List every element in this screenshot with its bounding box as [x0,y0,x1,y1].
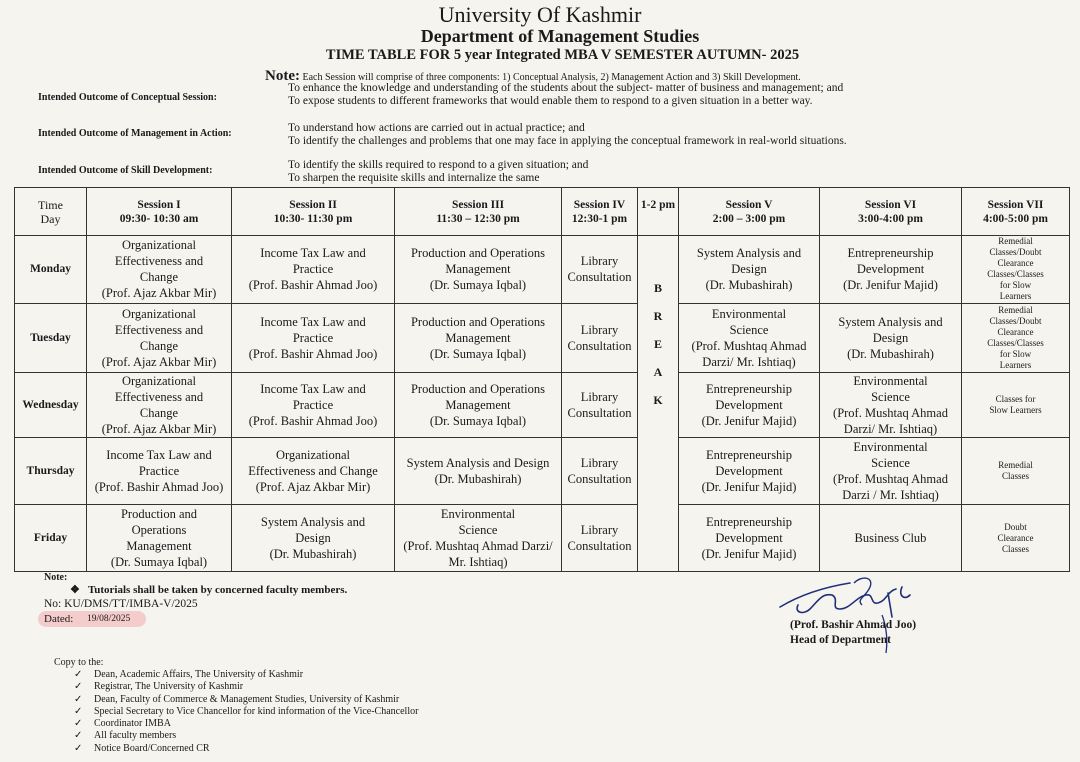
cell-line: Library [580,523,619,538]
cell-line: Design [731,262,767,277]
session-cell [232,372,395,438]
break-letter: E [653,337,662,351]
cell-line: Operations [131,523,187,538]
outcome-line: To understand how actions are carried out in actual practice; and [288,122,585,134]
cell-line: (Prof. Mushtaq Ahmad [833,472,948,487]
session-cell [679,303,820,372]
cell-line: Consultation [567,472,632,487]
cell-line: (Prof. Mushtaq Ahmad [691,338,807,353]
cell-line: Management [445,398,511,412]
session-6-header [820,188,962,236]
cell-line: Development [856,262,925,277]
list-item [74,694,418,706]
check-icon: ✓ [74,669,83,680]
session-3-header [395,188,562,236]
list-item [74,681,418,693]
cell-line: Classes/Doubt [989,247,1042,258]
session-cell [232,303,395,372]
cell-line: Practice [292,330,334,345]
cell-line: Management [445,330,511,345]
cell-line: Management [445,262,511,277]
session-cell [562,438,638,505]
cell-line: Learners [999,359,1032,370]
cell-line: Consultation [567,406,632,420]
cell-line: (Dr. Mubashirah) [847,346,934,361]
cell-line: (Prof. Mushtaq Ahmad [833,406,948,420]
copy-recipient: Dean, Faculty of Commerce & Management Studies, University of Kashmir [94,693,400,705]
list-item [74,743,418,755]
time-day-header [15,188,87,236]
session-cell [562,303,638,372]
session-cell [679,236,820,304]
cell-line: Practice [292,398,334,412]
cell-line: Science [871,390,910,404]
session-cell [962,303,1070,372]
session-cell [820,438,962,505]
cell-line: Organizational [275,448,351,463]
cell-line: (Prof. Ajaz Akbar Mir) [101,422,217,436]
table-row [15,505,1070,572]
outcome-line: To identify the skills required to respond to a given situation; and [288,159,589,171]
cell-line: (Prof. Mushtaq Ahmad Darzi/ [403,539,553,554]
cell-line: Remedial [998,460,1033,471]
cell-line: Environmental [440,507,516,522]
cell-line: System Analysis and Design [406,456,550,471]
check-icon: ✓ [74,742,83,754]
cell-line: Classes for [995,394,1036,404]
day-cell: Thursday [15,438,87,505]
outcome-skill-text [288,159,588,185]
session-name: Session III [451,198,505,211]
cell-line: (Dr. Mubashirah) [269,547,357,562]
cell-line: Library [580,456,619,471]
cell-line: Income Tax Law and [260,246,366,261]
outcome-line: To identify the challenges and problems that one may face in applying the conceptual framework in real-world situations. [288,135,847,147]
list-item [74,706,418,718]
outcome-management-label: Intended Outcome of Management in Action: [38,128,232,139]
dated-label: Dated: [44,613,74,625]
cell-line: Change [139,338,179,353]
cell-line: Environmental [853,374,928,388]
cell-line: Darzi / Mr. Ishtiaq) [842,488,939,503]
dated-value: 19/08/2025 [87,614,131,624]
session-cell [820,303,962,372]
cell-line: (Dr. Sumaya Iqbal) [429,414,527,428]
check-icon: ✓ [74,681,83,693]
session-cell [232,438,395,505]
session-cell [820,372,962,438]
cell-line: Production and Operations [410,314,545,329]
cell-line: Consultation [567,270,632,285]
cell-line: Development [715,464,783,479]
timetable-header-row [15,188,1070,236]
cell-line: Development [715,531,783,546]
session-time: 10:30- 11:30 pm [273,212,353,225]
list-item [74,730,418,742]
bullet-icon: ❖ [70,584,80,596]
table-row [15,303,1070,372]
break-letter: A [653,365,663,379]
session-5-header [679,188,820,236]
session-name: Session I [137,198,181,211]
cell-line: Classes/Doubt [989,315,1042,326]
cell-line: System Analysis and [838,314,943,329]
session-cell [232,236,395,304]
check-icon: ✓ [74,693,83,705]
cell-line: Organizational [121,306,197,321]
cell-line: Change [139,270,179,285]
reference-number: No: KU/DMS/TT/IMBA-V/2025 [44,598,198,610]
day-label: Day [40,211,61,226]
session-cell [962,438,1070,505]
cell-line: Effectiveness and [114,254,204,269]
session-4-header [562,188,638,236]
break-letter: R [653,309,663,323]
check-icon: ✓ [74,718,83,730]
cell-line: Clearance [997,326,1034,337]
copy-recipient: Coordinator IMBA [94,718,171,730]
cell-line: Entrepreneurship [705,515,793,530]
session-cell [232,505,395,572]
cell-line: Consultation [567,338,632,353]
session-cell [562,372,638,438]
session-cell [87,236,232,304]
cell-line: (Prof. Ajaz Akbar Mir) [101,354,217,369]
session-cell [562,236,638,304]
cell-line: Clearance [997,532,1034,543]
cell-line: (Prof. Bashir Ahmad Joo) [248,414,378,428]
cell-line: System Analysis and [696,246,802,261]
cell-line: Business Club [854,531,927,546]
cell-line: Income Tax Law and [106,448,212,463]
cell-line: (Dr. Jenifur Majid) [701,547,797,562]
session-cell [962,236,1070,304]
department-name: Department of Management Studies [420,26,700,46]
session-1-header [87,188,232,236]
cell-line: Science [729,322,769,337]
session-cell [395,438,562,505]
cell-line: Entrepreneurship [847,246,934,261]
break-cell [638,236,679,572]
cell-line: Production and Operations [410,246,545,261]
outcome-line: To expose students to different frameworks that would enable them to respond to a given situation in a better way. [288,95,813,107]
session-cell [962,505,1070,572]
cell-line: Classes [1002,543,1029,554]
tutorial-note [70,583,347,596]
cell-line: (Dr. Sumaya Iqbal) [429,346,527,361]
cell-line: for Slow [999,280,1032,291]
session-cell [87,372,232,438]
session-name: Session V [725,198,773,211]
cell-line: Production and Operations [410,382,545,396]
cell-line: Slow Learners [989,405,1042,415]
cell-line: Science [871,456,910,471]
cell-line: Darzi/ Mr. Ishtiaq) [843,422,938,436]
cell-line: Effectiveness and [114,390,204,404]
table-row [15,372,1070,438]
copy-recipient: Notice Board/Concerned CR [94,742,210,754]
cell-line: Consultation [567,539,632,554]
cell-line: (Prof. Ajaz Akbar Mir) [255,480,371,495]
cell-line: Clearance [997,258,1034,269]
table-row [15,438,1070,505]
session-name: 1-2 pm [640,199,676,211]
session-note-label: Note: [265,68,300,84]
outcome-conceptual-label: Intended Outcome of Conceptual Session: [38,92,217,103]
session-time: 3:00-4:00 pm [858,212,923,225]
cell-line: Library [580,390,619,404]
cell-line: (Dr. Mubashirah) [705,278,793,293]
session-cell [962,372,1070,438]
cell-line: (Prof. Ajaz Akbar Mir) [101,286,217,301]
cell-line: Learners [999,291,1032,302]
cell-line: Environmental [853,440,928,455]
session-name: Session VI [864,198,917,211]
session-time: 11:30 – 12:30 pm [436,212,520,225]
signer-name: (Prof. Bashir Ahmad Joo) [790,619,917,631]
cell-line: (Prof. Bashir Ahmad Joo) [248,278,378,293]
cell-line: Entrepreneurship [705,382,793,396]
list-item [74,669,418,681]
session-cell [395,505,562,572]
session-time: 2:00 – 3:00 pm [712,212,786,225]
cell-line: Entrepreneurship [705,448,793,463]
time-label: Time [38,197,63,212]
cell-line: (Dr. Mubashirah) [434,472,522,487]
day-cell: Friday [15,505,87,572]
session-cell [87,438,232,505]
copy-to-label: Copy to the: [54,657,104,668]
cell-line: System Analysis and [260,515,366,530]
session-cell [679,505,820,572]
cell-line: Science [458,523,498,538]
cell-line: (Prof. Bashir Ahmad Joo) [248,346,378,361]
cell-line: Classes/Classes [987,337,1044,348]
cell-line: Classes [1002,471,1029,482]
cell-line: Design [295,531,331,546]
timetable [14,187,1070,572]
cell-line: Library [580,322,619,337]
cell-line: Doubt [1004,521,1027,532]
outcome-line: To enhance the knowledge and understanding of the students about the subject- matter of business and management; and [288,82,844,94]
cell-line: Income Tax Law and [260,314,366,329]
cell-line: Change [139,406,179,420]
timetable-title: TIME TABLE FOR 5 year Integrated MBA V SEMESTER AUTUMN- 2025 [325,47,800,63]
check-icon: ✓ [74,705,83,717]
copy-recipient: Dean, Academic Affairs, The University of Kashmir [94,669,304,680]
break-letter: B [653,281,662,295]
day-cell: Tuesday [15,303,87,372]
session-2-header [232,188,395,236]
session-name: Session II [289,198,337,211]
cell-line: (Dr. Jenifur Majid) [843,278,938,293]
cell-line: (Dr. Jenifur Majid) [701,414,797,428]
break-time-header [638,188,679,236]
cell-line: for Slow [999,348,1032,359]
cell-line: Remedial [998,236,1033,247]
session-time: 09:30- 10:30 am [119,212,199,225]
session-cell [820,236,962,304]
session-cell [395,236,562,304]
cell-line: Practice [138,464,180,479]
session-cell [562,505,638,572]
session-7-header [962,188,1070,236]
check-icon: ✓ [74,730,83,742]
copy-recipient: All faculty members [94,730,177,742]
cell-line: Environmental [711,306,787,321]
cell-line: Production and [120,507,198,522]
copy-to-list [74,669,418,755]
cell-line: Darzi/ Mr. Ishtiaq) [702,354,796,369]
tutorial-text: Tutorials shall be taken by concerned faculty members. [87,584,348,596]
copy-recipient: Registrar, The University of Kashmir [94,681,244,693]
outcome-skill-label: Intended Outcome of Skill Development: [38,165,213,176]
session-note-text: Each Session will comprise of three components: 1) Conceptual Analysis, 2) Management Action and 3) Skill Development. [302,72,801,83]
cell-line: Mr. Ishtiaq) [448,555,508,570]
cell-line: (Dr. Sumaya Iqbal) [110,555,208,570]
session-name: Session IV [573,198,626,211]
session-cell [87,505,232,572]
footer-note-label: Note: [44,572,68,583]
cell-line: (Prof. Bashir Ahmad Joo) [94,480,224,495]
list-item [74,718,418,730]
outcome-line: To sharpen the requisite skills and internalize the same [288,172,540,184]
cell-line: Library [580,254,619,269]
cell-line: (Dr. Sumaya Iqbal) [429,278,527,293]
signer-title: Head of Department [790,634,891,646]
cell-line: Organizational [121,374,197,388]
table-row [15,236,1070,304]
session-cell [395,303,562,372]
cell-line: Development [715,398,783,412]
cell-line: Effectiveness and Change [248,464,378,479]
day-cell: Wednesday [15,372,87,438]
break-letter: K [653,393,663,407]
session-cell [679,438,820,505]
cell-line: Effectiveness and [114,322,204,337]
outcome-conceptual-text [288,82,843,108]
session-name: Session VII [987,198,1044,211]
session-time: 4:00-5:00 pm [983,212,1048,225]
cell-line: Practice [292,262,334,277]
outcome-management-text [288,122,847,148]
copy-recipient: Special Secretary to Vice Chancellor for kind information of the Vice-Chancellor [94,705,419,717]
university-name: University Of Kashmir [438,2,642,27]
session-cell [87,303,232,372]
cell-line: Classes/Classes [987,269,1044,280]
cell-line: Management [126,539,192,554]
session-cell [395,372,562,438]
session-cell [820,505,962,572]
cell-line: (Dr. Jenifur Majid) [701,480,797,495]
cell-line: Design [872,330,909,345]
day-cell: Monday [15,236,87,304]
session-time: 12:30-1 pm [571,212,628,225]
cell-line: Organizational [121,238,197,253]
cell-line: Remedial [998,304,1033,315]
cell-line: Income Tax Law and [260,382,366,396]
session-cell [679,372,820,438]
